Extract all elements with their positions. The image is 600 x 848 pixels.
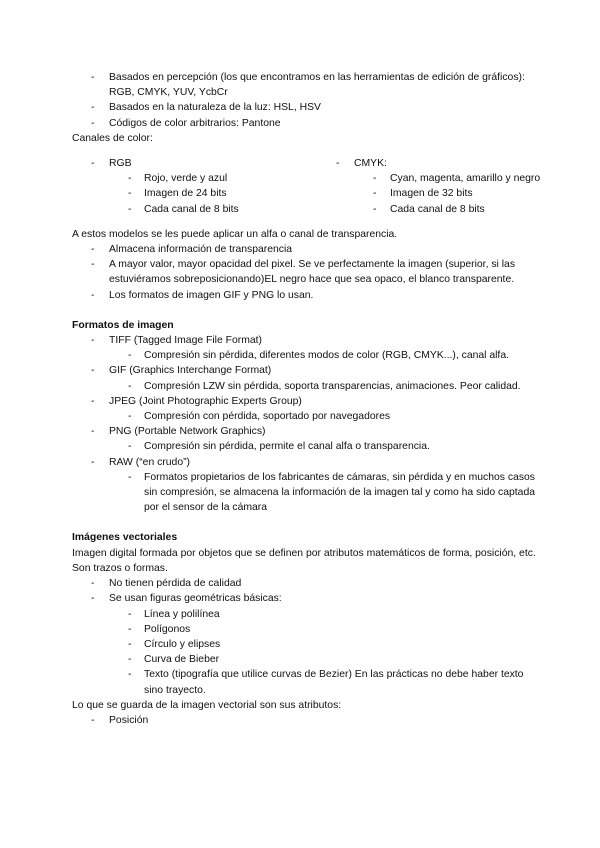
bullet-dash: - (91, 72, 95, 83)
bullet-dash: - (91, 456, 95, 468)
list-item (72, 100, 542, 115)
formats-heading: Formatos de imagen (72, 319, 174, 331)
format-detail (72, 409, 542, 424)
bullet-dash: - (91, 593, 95, 605)
bullet-dash: - (128, 654, 132, 666)
format-detail-text: Compresión con pérdida, soportado por navegadores (144, 411, 391, 423)
list-item-text: Se usan figuras geométricas básicas: (109, 593, 282, 605)
format-item (72, 363, 542, 378)
list-item-text: No tienen pérdida de calidad (109, 578, 242, 590)
shape-item (72, 622, 542, 637)
list-item-text: Basados en percepción (los que encontramos en las herramientas de edición de gráficos): RGB, CMYK, YUV, YcbCr (109, 72, 525, 99)
list-item-text: Rojo, verde y azul (144, 173, 228, 185)
list-item (72, 591, 542, 606)
list-item-text: Cyan, magenta, amarillo y negro (390, 173, 541, 185)
format-name: RAW (“en crudo”) (109, 456, 191, 468)
color-channels-columns (72, 156, 542, 217)
shape-item (72, 667, 542, 697)
format-item (72, 455, 542, 470)
list-item-text: Cada canal de 8 bits (390, 203, 485, 215)
vector-saved-intro: Lo que se guarda de la imagen vectorial son sus atributos: (72, 699, 342, 711)
format-detail-text: Compresión LZW sin pérdida, soporta transparencias, animaciones. Peor calidad. (144, 380, 521, 392)
format-detail (72, 439, 542, 454)
list-item (72, 576, 542, 591)
format-item (72, 394, 542, 409)
format-detail-text: Compresión sin pérdida, diferentes modos de color (RGB, CMYK...), canal alfa. (144, 350, 509, 362)
channels-label: Canales de color: (72, 132, 153, 144)
list-item-text: Almacena información de transparencia (109, 244, 293, 256)
bullet-dash: - (91, 117, 95, 129)
bullet-dash: - (373, 203, 377, 215)
bullet-dash: - (91, 426, 95, 438)
bullet-dash: - (91, 289, 95, 301)
bullet-dash: - (91, 335, 95, 347)
spacer (72, 515, 542, 530)
list-item-text: Posición (109, 714, 149, 726)
vector-list (72, 576, 542, 698)
list-item (336, 171, 542, 186)
list-item-text: Códigos de color arbitrarios: Pantone (109, 117, 281, 129)
list-item-text: Basados en la naturaleza de la luz: HSL, HSV (109, 102, 321, 114)
bullet-dash: - (128, 350, 132, 362)
vector-intro: Imagen digital formada por objetos que se definen por atributos matemáticos de forma, posición, etc. Son trazos o formas. (72, 547, 536, 574)
format-detail (72, 379, 542, 394)
bullet-dash: - (128, 380, 132, 392)
bullet-dash: - (128, 638, 132, 650)
shape-item (72, 607, 542, 622)
list-item (72, 242, 542, 257)
bullet-dash: - (373, 188, 377, 200)
format-detail (72, 348, 542, 363)
format-detail-text: Compresión sin pérdida, permite el canal alfa o transparencia. (144, 441, 430, 453)
list-item-text: Cada canal de 8 bits (144, 203, 239, 215)
spacer (72, 303, 542, 318)
bullet-dash: - (373, 173, 377, 185)
bullet-dash: - (91, 158, 95, 170)
bullet-dash: - (128, 471, 132, 483)
formats-list (72, 333, 542, 515)
bullet-dash: - (128, 441, 132, 453)
format-detail-text: Formatos propietarios de los fabricantes de cámaras, sin pérdida y en muchos casos sin compresión, se almacena la información de la imagen tal y como ha sido captada por el sensor de la cámara (144, 471, 536, 514)
list-item (72, 171, 336, 186)
bullet-dash: - (91, 102, 95, 114)
list-item (72, 202, 336, 217)
cmyk-column (336, 156, 542, 217)
list-item-text: Imagen de 32 bits (390, 188, 473, 200)
list-item (72, 257, 542, 287)
bullet-dash: - (91, 714, 95, 726)
format-item (72, 424, 542, 439)
document-content (72, 70, 542, 728)
rgb-title: RGB (109, 158, 132, 170)
format-name: GIF (Graphics Interchange Format) (109, 365, 272, 377)
rgb-column (72, 156, 336, 217)
shape-item-text: Línea y polilínea (144, 608, 220, 620)
list-item-text: A mayor valor, mayor opacidad del pixel. Se ve perfectamente la imagen (superior, si las estuviéramos sobreposicionando)EL negro hace que sea opaco, el blanco transparente. (109, 259, 516, 286)
list-item (72, 713, 542, 728)
alpha-intro: A estos modelos se les puede aplicar un alfa o canal de transparencia. (72, 228, 398, 240)
bullet-dash: - (128, 623, 132, 635)
alpha-list (72, 242, 542, 303)
list-item-text: Imagen de 24 bits (144, 188, 227, 200)
list-item (72, 288, 542, 303)
cmyk-title: CMYK: (354, 158, 387, 170)
format-item (72, 333, 542, 348)
vector-saved-list (72, 713, 542, 728)
bullet-dash: - (91, 259, 95, 271)
bullet-dash: - (128, 608, 132, 620)
bullet-dash: - (336, 158, 340, 170)
bullet-dash: - (128, 669, 132, 681)
list-item-text: Los formatos de imagen GIF y PNG lo usan. (109, 289, 314, 301)
format-name: JPEG (Joint Photographic Experts Group) (109, 395, 302, 407)
bullet-dash: - (128, 411, 132, 423)
shape-item-text: Polígonos (144, 623, 191, 635)
list-item (336, 202, 542, 217)
rgb-heading (72, 156, 336, 171)
bullet-dash: - (128, 188, 132, 200)
list-item (336, 186, 542, 201)
bullet-dash: - (91, 244, 95, 256)
shape-item-text: Texto (tipografía que utilice curvas de Bezier) En las prácticas no debe haber texto sino trayecto. (144, 669, 524, 696)
color-model-list (72, 70, 542, 131)
format-detail (72, 470, 542, 516)
shape-item-text: Curva de Bieber (144, 654, 220, 666)
shape-item (72, 637, 542, 652)
format-name: PNG (Portable Network Graphics) (109, 426, 266, 438)
bullet-dash: - (91, 395, 95, 407)
bullet-dash: - (128, 203, 132, 215)
shape-item (72, 652, 542, 667)
list-item (72, 186, 336, 201)
format-name: TIFF (Tagged Image File Format) (109, 335, 263, 347)
bullet-dash: - (91, 578, 95, 590)
list-item (72, 116, 542, 131)
vector-heading: Imágenes vectoriales (72, 532, 178, 544)
bullet-dash: - (91, 365, 95, 377)
shape-item-text: Círculo y elipses (144, 638, 221, 650)
cmyk-heading (336, 156, 542, 171)
bullet-dash: - (128, 173, 132, 185)
list-item (72, 70, 542, 100)
